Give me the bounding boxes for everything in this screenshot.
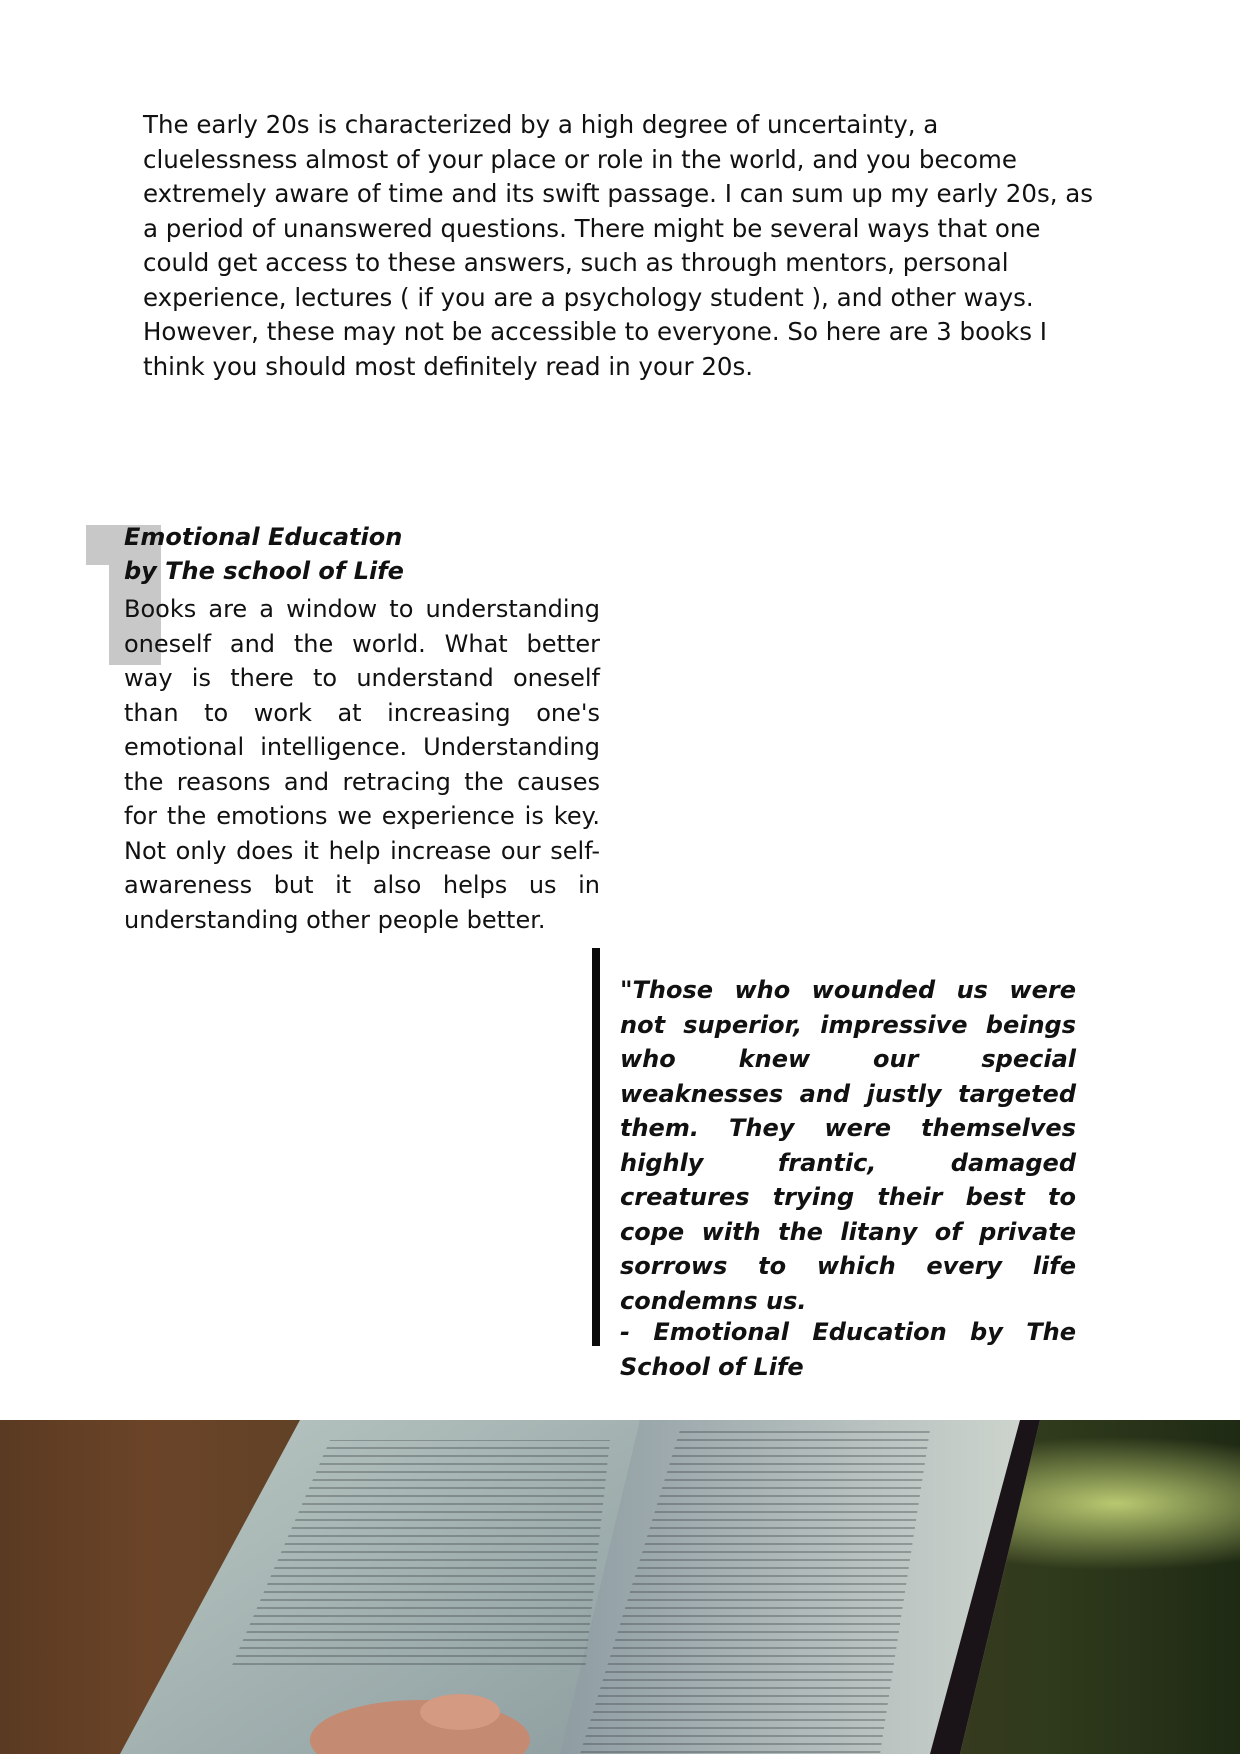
quote-bar: [592, 948, 600, 1346]
book-heading: [124, 520, 604, 588]
book-author: by The school of Life: [124, 557, 404, 585]
quote-attribution: - Emotional Education by The School of Life: [620, 1318, 1076, 1381]
quote-text: "Those who wounded us were not superior, impressive beings who knew our special weaknesses and justly targeted them. They were themselves highly frantic, damaged creatures trying their best to cope with the litany of private sorrows to which every life condemns us.: [620, 976, 1076, 1315]
book-title: Emotional Education: [124, 523, 403, 551]
intro-paragraph: The early 20s is characterized by a high degree of uncertainty, a cluelessness almost of your place or role in the world, and you become extremely aware of time and its swift passage. I can sum up my early 20s, as a period of unanswered questions. There might be several ways that one could get access to these answers, such as through mentors, personal experience, lectures ( if you are a psychology student ), and other ways. However, these may not be accessible to everyone. So here are 3 books I think you should most definitely read in your 20s.: [143, 110, 1094, 381]
book-description: Books are a window to understanding oneself and the world. What better way is there to understand oneself than to work at increasing one's emotional intelligence. Understanding the reasons and retracing the causes for the emotions we experience is key. Not only does it help increase our self-awareness but it also helps us in understanding other people better.: [124, 595, 600, 934]
open-book-photo: [0, 1420, 1240, 1754]
